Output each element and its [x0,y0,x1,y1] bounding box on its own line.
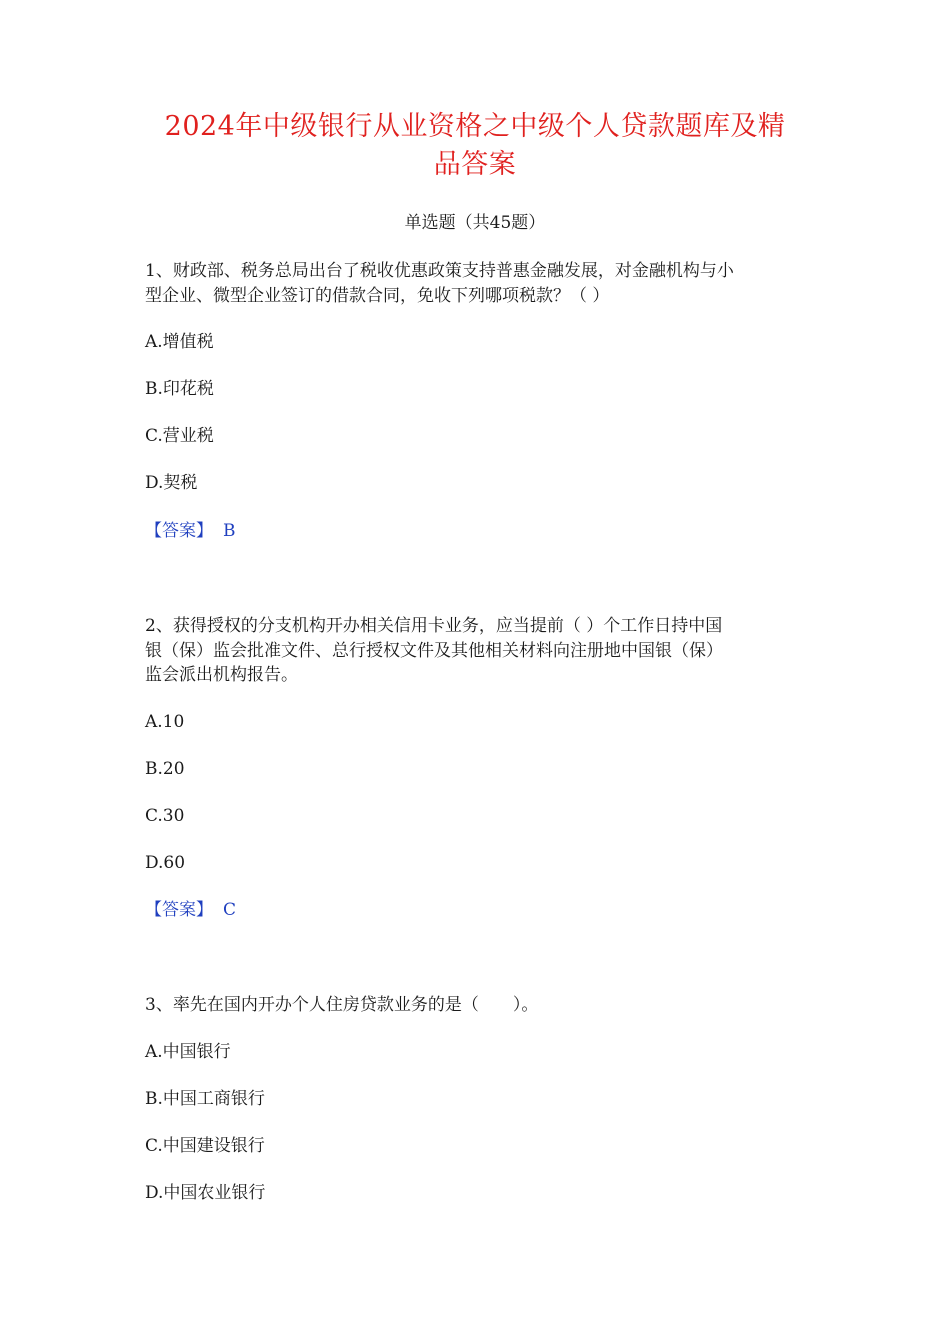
question-3-option-b: B.中国工商银行 [145,1089,265,1109]
question-1-option-a: A.增值税 [145,332,214,352]
answer-label: 【答案】 [145,521,213,541]
question-1-option-c: C.营业税 [145,426,214,446]
question-3-option-d: D.中国农业银行 [145,1183,266,1203]
document-title [120,108,830,184]
question-1-option-b: B.印花税 [145,379,214,399]
answer-value: C [223,900,237,920]
question-2-option-c: C.30 [145,806,185,826]
question-2-stem-line-2: 银（保）监会批准文件、总行授权文件及其他相关材料向注册地中国银（保） [145,640,723,661]
question-1-option-d: D.契税 [145,473,198,493]
question-2-stem-line-3: 监会派出机构报告。 [145,665,298,685]
question-1-stem-line-1: 1、财政部、税务总局出台了税收优惠政策支持普惠金融发展，对金融机构与小 [145,261,734,281]
question-2-stem [145,614,815,688]
document-title-line-2: 品答案 [433,149,517,180]
document-title-line-1: 2024年中级银行从业资格之中级个人贷款题库及精 [164,111,786,142]
section-heading: 单选题（共45题） [404,213,546,233]
question-2-stem-line-1: 2、获得授权的分支机构开办相关信用卡业务，应当提前（ ）个工作日持中国 [145,616,723,636]
question-2-option-a: A.10 [145,712,185,732]
question-3-stem [145,993,815,1018]
question-1-answer [145,519,815,543]
question-3-option-c: C.中国建设银行 [145,1136,265,1156]
question-3-option-a: A.中国银行 [145,1042,231,1062]
question-2-option-d: D.60 [145,853,186,873]
question-1-stem-line-2: 型企业、微型企业签订的借款合同，免收下列哪项税款？（ ） [145,285,610,306]
question-2-option-b: B.20 [145,759,185,779]
answer-value: B [223,521,236,541]
answer-label: 【答案】 [145,900,213,920]
question-1-stem [145,259,815,308]
question-3-stem-line-1: 3、率先在国内开办个人住房贷款业务的是（ ）。 [145,995,539,1015]
question-2-answer [145,898,815,922]
